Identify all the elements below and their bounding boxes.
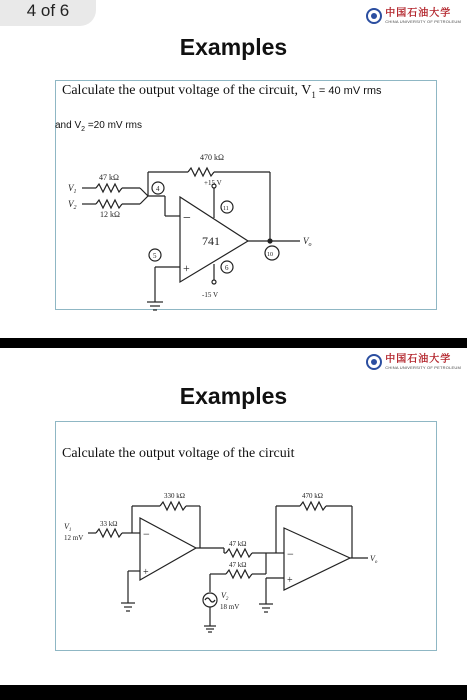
v2-value: 18 mV bbox=[220, 603, 240, 611]
r1-label: 47 kΩ bbox=[99, 173, 119, 182]
r-f2-label: 470 kΩ bbox=[302, 492, 323, 500]
r2-label: 12 kΩ bbox=[100, 210, 120, 219]
circuit-diagram-1 bbox=[0, 0, 467, 338]
v1-label: $V_1$ bbox=[68, 183, 77, 195]
opamp-label: 741 bbox=[202, 234, 220, 248]
circuit-diagram-2 bbox=[0, 348, 467, 685]
vplus-label: +15 V bbox=[204, 179, 222, 187]
opamp2-inverting-sign: − bbox=[287, 547, 294, 561]
pin-4: 4 bbox=[156, 185, 160, 193]
page-indicator: 4 of 6 bbox=[0, 0, 96, 26]
opamp1-noninverting-sign: + bbox=[143, 567, 149, 578]
r-in1-label: 33 kΩ bbox=[100, 520, 118, 528]
output-label: $V_o$ bbox=[303, 236, 312, 248]
slide-1-statement-cont: and $V_2 =20$ mV rms bbox=[55, 120, 143, 133]
inverting-sign: − bbox=[183, 211, 191, 226]
pin-6: 6 bbox=[225, 264, 229, 272]
r-f1-label: 330 kΩ bbox=[164, 492, 185, 500]
noninverting-sign: + bbox=[183, 261, 190, 275]
r-feedback-label: 470 kΩ bbox=[200, 153, 224, 162]
output-label: $V_o$ bbox=[370, 554, 378, 565]
v2-label: $V_2$ bbox=[221, 591, 229, 602]
opamp2-noninverting-sign: + bbox=[287, 575, 293, 586]
v1-label: $V_1$ bbox=[64, 522, 72, 533]
opamp1-inverting-sign: − bbox=[143, 527, 150, 541]
slide-2 bbox=[0, 348, 467, 685]
logo-chinese-text: 中国石油大学 bbox=[385, 8, 452, 19]
logo-chinese-text: 中国石油大学 bbox=[385, 354, 452, 365]
pin-11: 11 bbox=[223, 206, 229, 212]
vminus-label: -15 V bbox=[202, 291, 219, 299]
slide-1-statement: Calculate the output voltage of the circuit, $V_1 = 40$ mV rms bbox=[62, 83, 382, 100]
pin-5: 5 bbox=[153, 252, 157, 260]
slide-1-title: Examples bbox=[179, 34, 288, 60]
logo-english-text: CHINA UNIVERSITY OF PETROLEUM bbox=[385, 19, 461, 24]
v2-label: $V_2$ bbox=[68, 199, 77, 211]
slide-2-title: Examples bbox=[179, 383, 288, 409]
pin-10: 10 bbox=[267, 252, 273, 258]
r-mid2-label: 47 kΩ bbox=[229, 561, 247, 569]
logo-english-text: CHINA UNIVERSITY OF PETROLEUM bbox=[385, 365, 461, 370]
slide-2-statement: Calculate the output voltage of the circuit bbox=[62, 446, 295, 461]
v1-value: 12 mV bbox=[64, 534, 84, 542]
slide-1 bbox=[0, 0, 467, 338]
r-mid1-label: 47 kΩ bbox=[229, 540, 247, 548]
